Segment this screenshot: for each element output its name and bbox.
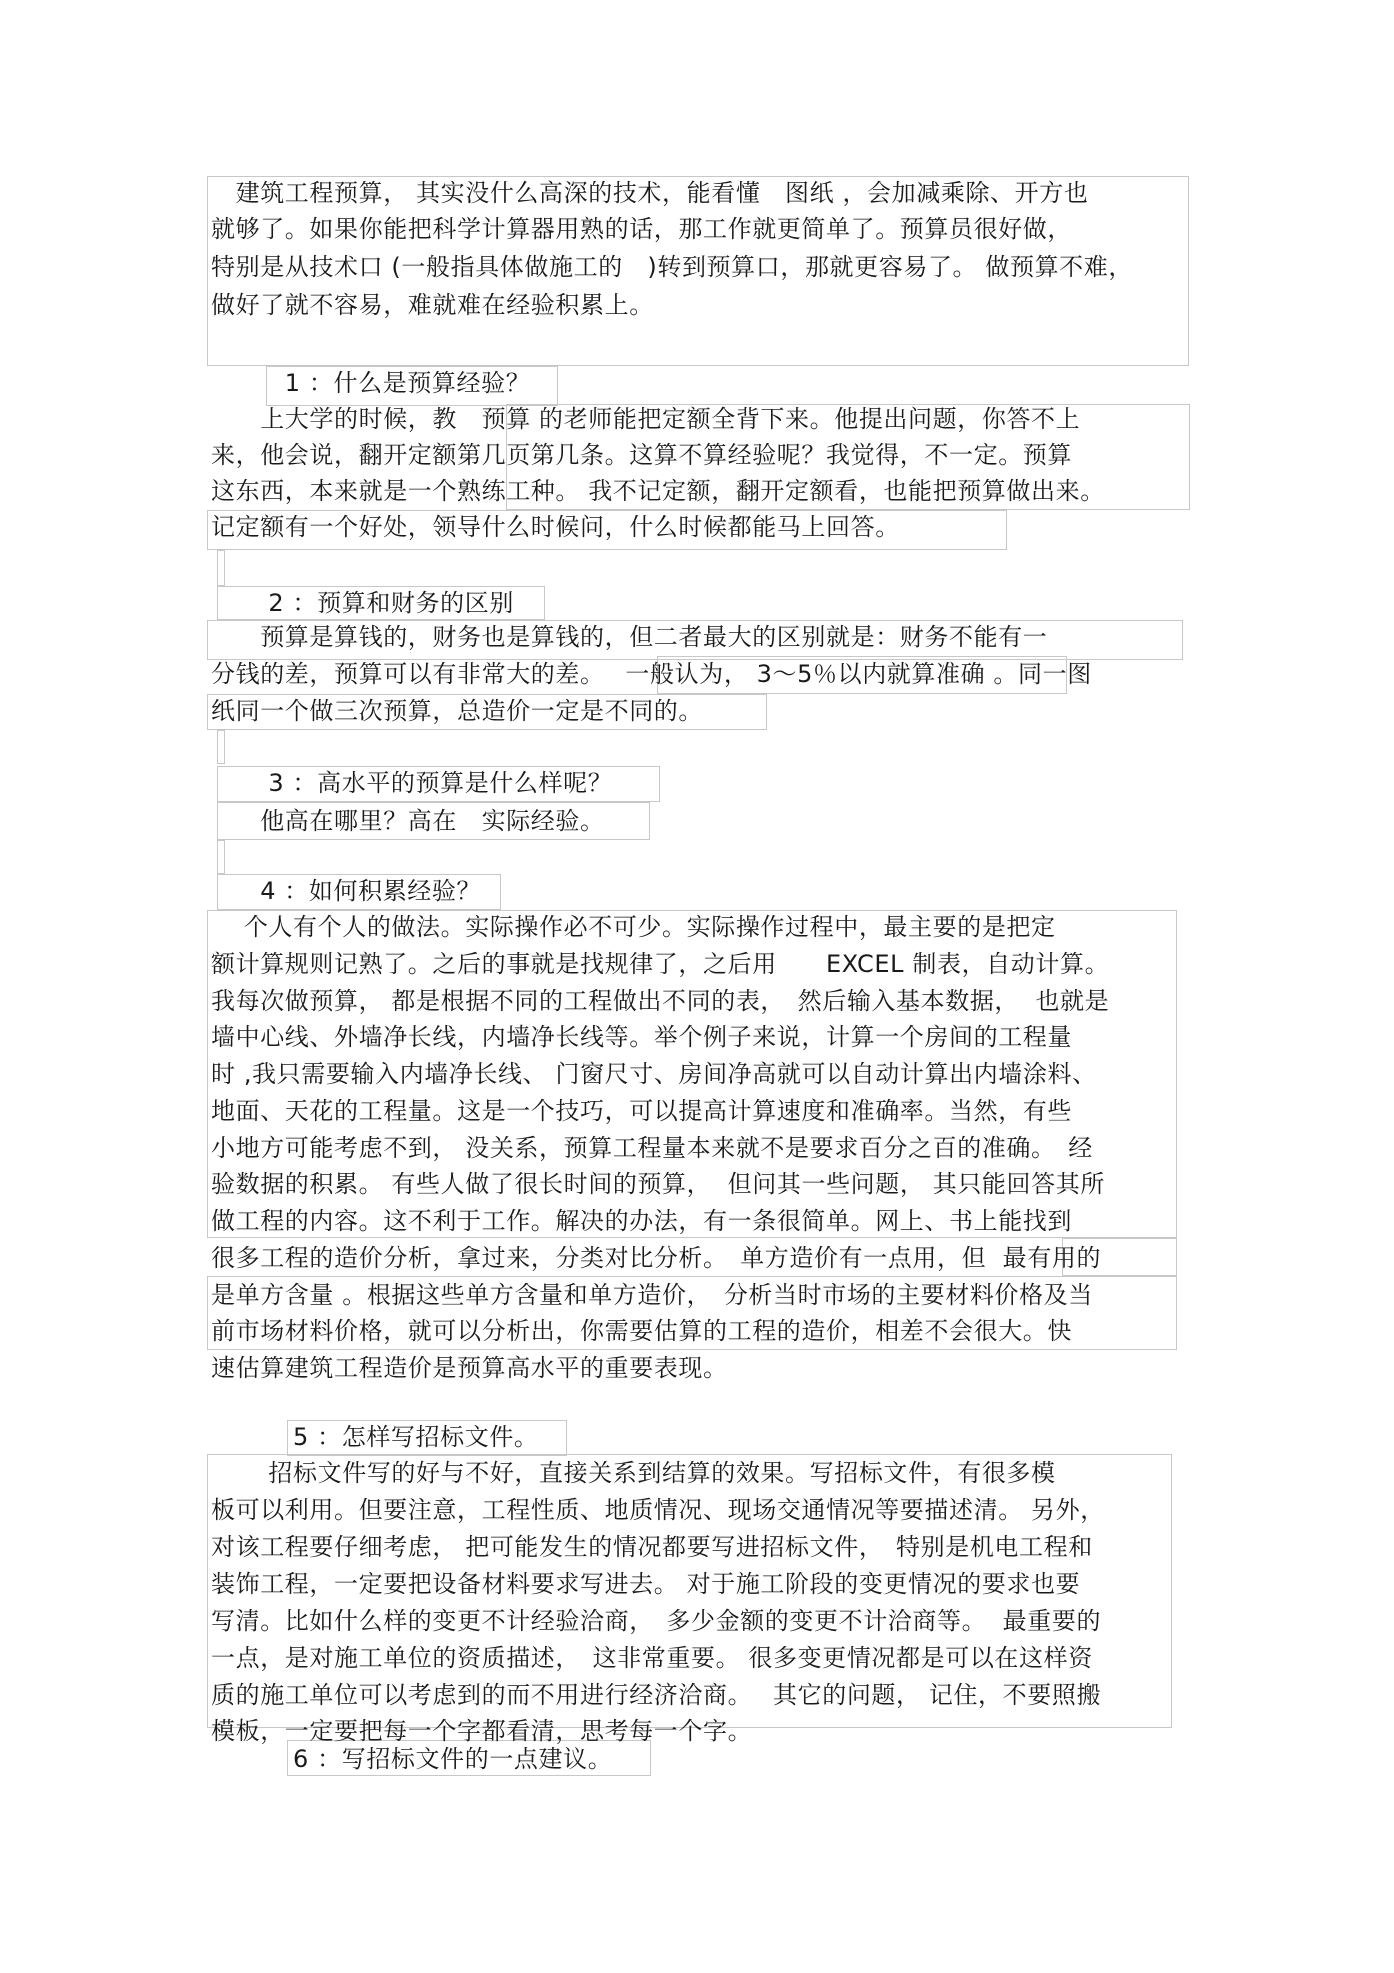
body-line: 墙中心线、外墙净长线，内墙净长线等。举个例子来说，计算一个房间的工程量 [211,1023,1072,1051]
body-line: 他高在哪里？高在 实际经验。 [211,807,605,835]
body-line: 一点，是对施工单位的资质描述， 这非常重要。 很多变更情况都是可以在这样资 [211,1644,1093,1672]
body-line: 额计算规则记熟了。之后的事就是找规律了，之后用 EXCEL 制表，自动计算。 [211,950,1110,978]
section-heading: 6 ：写招标文件的一点建议。 [211,1745,613,1773]
section-heading: 3 ：高水平的预算是什么样呢？ [211,769,613,797]
body-line: 分钱的差，预算可以有非常大的差。 一般认为， 3～5％以内就算准确 。同一图 [211,660,1092,688]
body-line: 做工程的内容。这不利于工作。解决的办法，有一条很简单。网上、书上能找到 [211,1207,1072,1235]
section-heading: 4 ：如何积累经验？ [211,877,482,905]
body-line: 验数据的积累。 有些人做了很长时间的预算， 但问其一些问题， 其只能回答其所 [211,1170,1105,1198]
scan-box [217,550,225,586]
intro-line: 做好了就不容易，难就难在经验积累上。 [211,291,654,319]
body-line: 纸同一个做三次预算，总造价一定是不同的。 [211,697,703,725]
body-line: 预算是算钱的，财务也是算钱的，但二者最大的区别就是：财务不能有一 [211,623,1048,651]
body-line: 地面、天花的工程量。这是一个技巧，可以提高计算速度和准确率。当然，有些 [211,1097,1072,1125]
body-line: 小地方可能考虑不到， 没关系，预算工程量本来就不是要求百分之百的准确。 经 [211,1134,1093,1162]
section-heading: 1 ：什么是预算经验？ [211,369,531,397]
scan-box [217,840,225,874]
body-line: 这东西，本来就是一个熟练工种。 我不记定额，翻开定额看，也能把预算做出来。 [211,477,1105,505]
intro-line: 就够了。如果你能把科学计算器用熟的话，那工作就更简单了。预算员很好做， [211,215,1072,243]
body-line: 速估算建筑工程造价是预算高水平的重要表现。 [211,1354,728,1382]
body-line: 我每次做预算， 都是根据不同的工程做出不同的表， 然后输入基本数据， 也就是 [211,987,1110,1015]
body-line: 记定额有一个好处，领导什么时候问，什么时候都能马上回答。 [211,513,900,541]
intro-line: 特别是从技术口 (一般指具体做施工的 )转到预算口，那就更容易了。 做预算不难， [211,253,1133,281]
body-line: 上大学的时候，教 预算 的老师能把定额全背下来。他提出问题，你答不上 [211,405,1081,433]
body-line: 很多工程的造价分析，拿过来，分类对比分析。 单方造价有一点用，但 最有用的 [211,1244,1102,1272]
body-line: 来，他会说，翻开定额第几页第几条。这算不算经验呢？我觉得，不一定。预算 [211,441,1072,469]
body-line: 写清。比如什么样的变更不计经验洽商， 多少金额的变更不计洽商等。 最重要的 [211,1607,1102,1635]
scan-box [217,730,225,764]
body-line: 质的施工单位可以考虑到的而不用进行经济洽商。 其它的问题， 记住，不要照搬 [211,1681,1102,1709]
body-line: 板可以利用。但要注意，工程性质、地质情况、现场交通情况等要描述清。 另外， [211,1496,1105,1524]
body-line: 时 ,我只需要输入内墙净长线、 门窗尺寸、房间净高就可以自动计算出内墙涂料、 [211,1060,1097,1088]
section-heading: 5 ：怎样写招标文件。 [211,1423,539,1451]
body-line: 装饰工程，一定要把设备材料要求写进去。 对于施工阶段的变更情况的要求也要 [211,1570,1081,1598]
body-line: 对该工程要仔细考虑， 把可能发生的情况都要写进招标文件， 特别是机电工程和 [211,1533,1093,1561]
body-line: 前市场材料价格，就可以分析出，你需要估算的工程的造价，相差不会很大。快 [211,1317,1072,1345]
body-line: 模板，一定要把每一个字都看清，思考每一个字。 [211,1717,753,1745]
body-line: 是单方含量 。根据这些单方含量和单方造价， 分析当时市场的主要材料价格及当 [211,1281,1093,1309]
section-heading: 2 ：预算和财务的区别 [211,589,514,617]
body-line: 个人有个人的做法。实际操作必不可少。实际操作过程中，最主要的是把定 [211,913,1056,941]
body-line: 招标文件写的好与不好，直接关系到结算的效果。写招标文件，有很多模 [211,1459,1056,1487]
intro-line: 建筑工程预算， 其实没什么高深的技术，能看懂 图纸 ，会加减乘除、开方也 [211,179,1089,207]
